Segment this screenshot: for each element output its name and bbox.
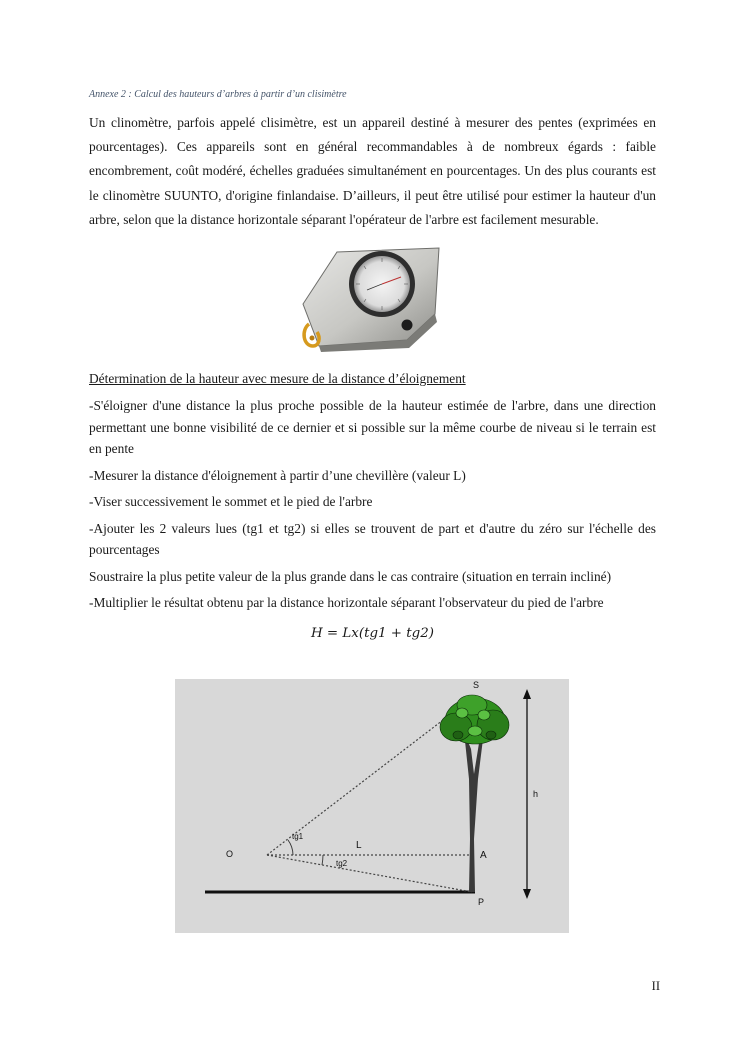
step-item: -S'éloigner d'une distance la plus proche possible de la hauteur estimée de l'arbre, dans une direction permettant une bonne visibilité de ce dernier et si possible sur la même courbe de niveau si le terrain est en pente xyxy=(89,398,656,456)
label-eye-point: A xyxy=(480,850,487,861)
clinometer-photo xyxy=(297,242,447,357)
annex-title: Annexe 2 : Calcul des hauteurs d’arbres à partir d’un clisimètre xyxy=(89,89,347,100)
intro-paragraph: Un clinomètre, parfois appelé clisimètre, est un appareil destiné à mesurer des pentes (exprimées en pourcentages). Ces appareils sont en général recommandables à de nombreux égards : faible encombrement, coût modéré, échelles graduées simultanément en pourcentages. Un des plus courants est le clinomètre SUUNTO, d'origine finlandaise. D’ailleurs, il peut être utilisé pour estimer la hauteur d'un arbre, selon que la distance horizontale séparant l'opérateur de l'arbre est facilement mesurable. xyxy=(89,115,656,227)
step-item: -Ajouter les 2 valeurs lues (tg1 et tg2) si elles se trouvent de part et d'autre du zéro sur l'échelle des pourcentages xyxy=(89,520,656,557)
step-item: -Mesurer la distance d'éloignement à partir d’une chevillère (valeur L) xyxy=(89,467,466,483)
label-distance: L xyxy=(356,840,362,851)
steps-list xyxy=(89,395,656,619)
page-number: II xyxy=(651,979,660,993)
label-observer: O xyxy=(226,849,234,859)
step-item: -Viser successivement le sommet et le pied de l'arbre xyxy=(89,494,373,509)
label-summit: S xyxy=(473,680,480,690)
height-formula: H = Lx(tg1 + tg2) xyxy=(311,626,434,641)
diagram-background xyxy=(175,679,569,933)
step-item: Soustraire la plus petite valeur de la plus grande dans le cas contraire (situation en terrain incliné) xyxy=(89,568,612,584)
label-height: h xyxy=(533,789,539,799)
section-heading: Détermination de la hauteur avec mesure de la distance d’éloignement xyxy=(89,371,466,386)
label-foot: P xyxy=(478,897,485,907)
tree-height-diagram xyxy=(175,679,569,933)
label-angle-top: tg1 xyxy=(292,832,304,841)
label-angle-bottom: tg2 xyxy=(336,859,348,868)
step-item: -Multiplier le résultat obtenu par la distance horizontale séparant l'observateur du pied de l'arbre xyxy=(89,595,604,610)
